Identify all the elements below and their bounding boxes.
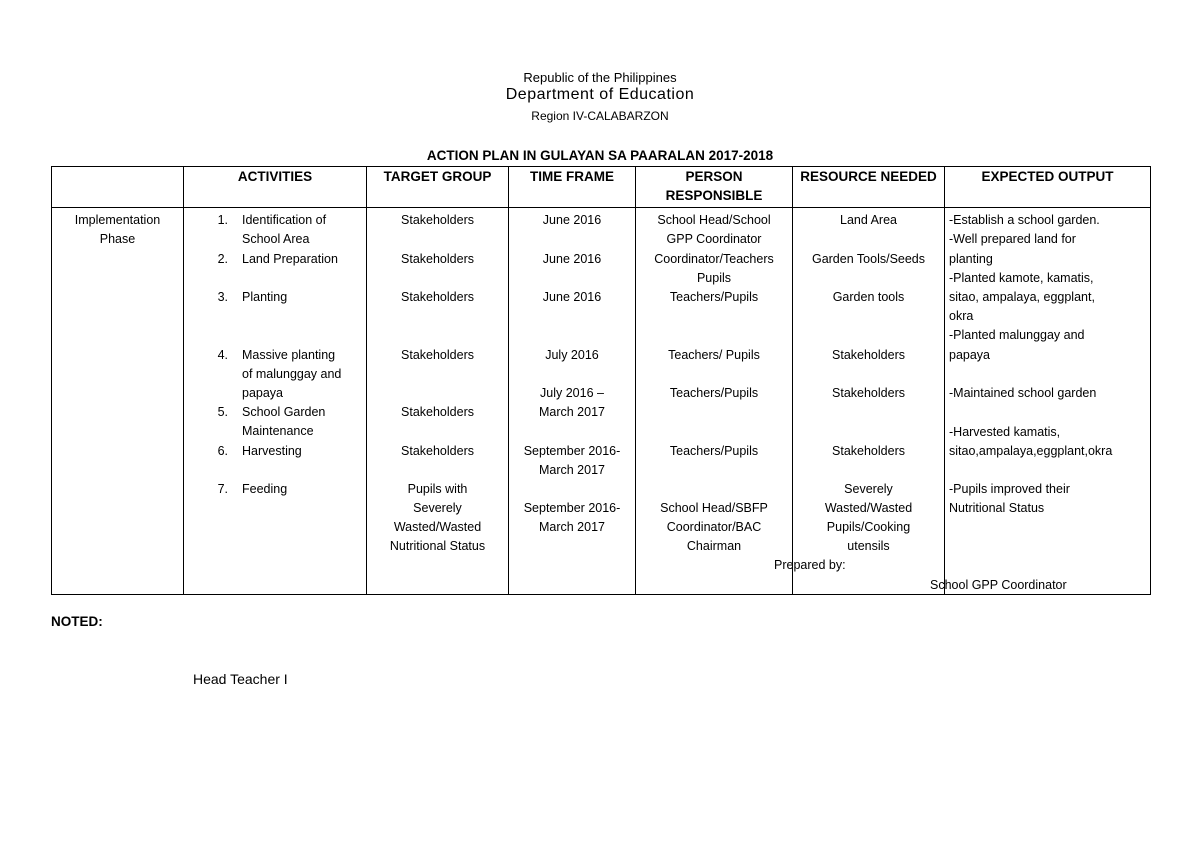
resource-needed-text: Garden Tools/Seeds (811, 252, 926, 266)
col-header-expected-output: EXPECTED OUTPUT (945, 167, 1151, 208)
col-header-target-group: TARGET GROUP (367, 167, 509, 208)
expected-output-text: -Well prepared land for (949, 232, 1076, 246)
activity-number: 6. (217, 444, 228, 458)
phase-cell (52, 208, 184, 595)
resource-needed-text: Garden tools (832, 290, 905, 304)
target-group-text: Stakeholders (401, 252, 474, 266)
person-responsible-cell (636, 208, 793, 595)
table-header-row (52, 167, 1151, 208)
time-frame-text: June 2016 (542, 290, 602, 304)
activity-number: 7. (217, 482, 228, 496)
action-plan-title: ACTION PLAN IN GULAYAN SA PAARALAN 2017-2018 (426, 148, 774, 163)
table-row (52, 208, 1151, 595)
activity-number: 4. (217, 348, 228, 362)
person-responsible-text: School Head/School (657, 213, 771, 227)
header-department: Department of Education (505, 86, 695, 103)
col-header-person-responsible: PERSON RESPONSIBLE (636, 167, 793, 208)
activity-text: Massive planting (242, 348, 336, 362)
expected-output-text: -Planted kamote, kamatis, (949, 271, 1094, 285)
activity-text: School Area (242, 232, 310, 246)
person-responsible-text: Teachers/Pupils (669, 444, 759, 458)
person-responsible-text: Teachers/Pupils (669, 290, 759, 304)
target-group-text: Wasted/Wasted (393, 520, 482, 534)
expected-output-text: papaya (949, 348, 991, 362)
activity-number: 3. (217, 290, 228, 304)
activity-number: 1. (217, 213, 228, 227)
expected-output-text: sitao, ampalaya, eggplant, (949, 290, 1095, 304)
target-group-text: Pupils with (407, 482, 468, 496)
resource-needed-text: utensils (847, 539, 890, 553)
phase-label-line: Phase (99, 232, 136, 246)
time-frame-cell (509, 208, 636, 595)
resource-needed-text: Stakeholders (832, 348, 905, 362)
person-responsible-text: Coordinator/Teachers (654, 252, 774, 266)
noted-label: NOTED: (51, 614, 103, 629)
time-frame-text: September 2016- (523, 501, 621, 515)
prepared-by-label: Prepared by: (774, 558, 846, 572)
time-frame-text: March 2017 (538, 463, 605, 477)
activity-text: Harvesting (242, 444, 302, 458)
person-responsible-text: Chairman (686, 539, 742, 553)
person-responsible-text: School Head/SBFP (660, 501, 768, 515)
person-responsible-text: Pupils (696, 271, 732, 285)
person-responsible-text: GPP Coordinator (666, 232, 762, 246)
target-group-text: Stakeholders (401, 444, 474, 458)
expected-output-text: okra (949, 309, 974, 323)
expected-output-text: -Planted malunggay and (949, 328, 1085, 342)
activity-number: 5. (217, 405, 228, 419)
expected-output-text: -Harvested kamatis, (949, 425, 1061, 439)
resource-needed-text: Wasted/Wasted (824, 501, 913, 515)
target-group-text: Severely (413, 501, 462, 515)
activity-text: Feeding (242, 482, 288, 496)
header-region: Region IV-CALABARZON (531, 109, 669, 123)
activity-text: Planting (242, 290, 288, 304)
target-group-cell (367, 208, 509, 595)
col-header-resource-needed: RESOURCE NEEDED (793, 167, 945, 208)
time-frame-text: September 2016- (523, 444, 621, 458)
target-group-text: Stakeholders (401, 290, 474, 304)
activity-text: Maintenance (242, 424, 314, 438)
expected-output-text: sitao,ampalaya,eggplant,okra (949, 444, 1113, 458)
head-teacher-signature-label: Head Teacher I (193, 671, 288, 687)
time-frame-text: June 2016 (542, 252, 602, 266)
activity-text: School Garden (242, 405, 326, 419)
person-responsible-text: Teachers/Pupils (669, 386, 759, 400)
target-group-text: Stakeholders (401, 213, 474, 227)
resource-needed-text: Stakeholders (832, 386, 905, 400)
activities-cell (184, 208, 367, 595)
resource-needed-text: Pupils/Cooking (826, 520, 911, 534)
resource-needed-text: Stakeholders (832, 444, 905, 458)
person-responsible-text: Teachers/ Pupils (668, 348, 760, 362)
col-header-phase (52, 167, 184, 208)
resource-needed-cell (793, 208, 945, 595)
activity-text: of malunggay and (242, 367, 342, 381)
expected-output-text: -Pupils improved their (949, 482, 1070, 496)
coordinator-signature-label: School GPP Coordinator (930, 578, 1067, 592)
activity-text: papaya (242, 386, 284, 400)
expected-output-text: Nutritional Status (949, 501, 1045, 515)
expected-output-text: planting (949, 252, 993, 266)
expected-output-cell (945, 208, 1151, 595)
phase-label-line: Implementation (74, 213, 161, 227)
col-header-time-frame: TIME FRAME (509, 167, 636, 208)
time-frame-text: July 2016 – (540, 386, 604, 400)
activity-number: 2. (217, 252, 228, 266)
expected-output-text: -Maintained school garden (949, 386, 1097, 400)
target-group-text: Stakeholders (401, 348, 474, 362)
resource-needed-text: Land Area (840, 213, 897, 227)
resource-needed-text: Severely (844, 482, 893, 496)
time-frame-text: June 2016 (542, 213, 602, 227)
time-frame-text: July 2016 (545, 348, 599, 362)
expected-output-text: -Establish a school garden. (949, 213, 1100, 227)
header-republic: Republic of the Philippines (523, 70, 677, 85)
target-group-text: Stakeholders (401, 405, 474, 419)
person-responsible-text: Coordinator/BAC (666, 520, 762, 534)
col-header-activities: ACTIVITIES (184, 167, 367, 208)
activity-text: Land Preparation (242, 252, 338, 266)
activity-text: Identification of (242, 213, 327, 227)
action-plan-table (51, 166, 1151, 595)
time-frame-text: March 2017 (538, 520, 605, 534)
target-group-text: Nutritional Status (389, 539, 486, 553)
time-frame-text: March 2017 (538, 405, 605, 419)
